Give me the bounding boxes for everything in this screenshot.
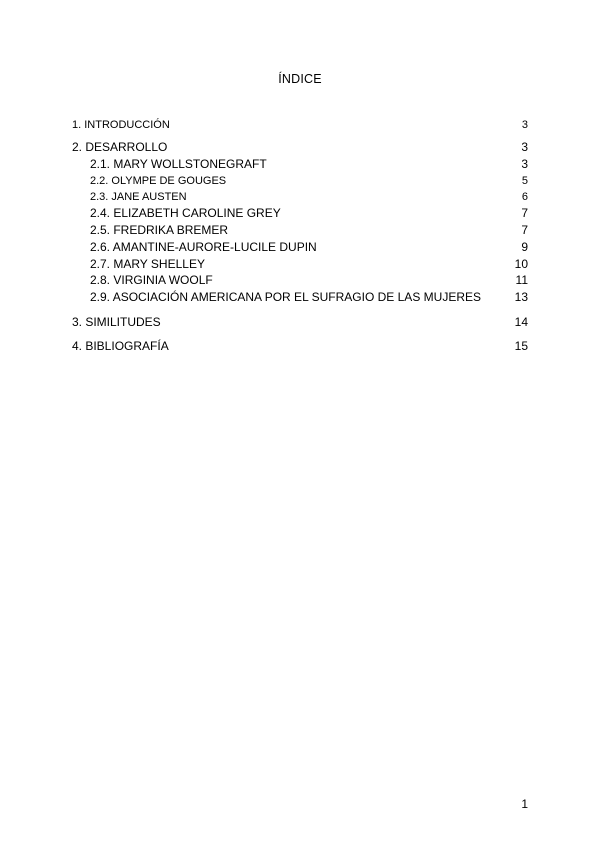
toc-entry-label: 2.6. AMANTINE-AURORE-LUCILE DUPIN — [90, 240, 317, 254]
toc-entry-label: 1. INTRODUCCIÓN — [72, 119, 170, 131]
page-title: ÍNDICE — [278, 72, 322, 86]
toc-entry-label: 2.3. JANE AUSTEN — [90, 191, 187, 203]
toc-entry-page: 5 — [521, 175, 528, 187]
toc-entry-page: 15 — [514, 339, 528, 353]
toc-entry-label: 2.1. MARY WOLLSTONEGRAFT — [90, 157, 267, 171]
toc-entry-page: 9 — [521, 240, 528, 254]
toc-entry-page: 6 — [521, 191, 528, 203]
toc-entry-page: 10 — [514, 257, 528, 271]
toc-entry-mary-shelley[interactable] — [90, 257, 528, 271]
toc-entry-desarrollo[interactable] — [72, 140, 528, 154]
toc-entry-page: 13 — [514, 290, 528, 304]
toc-entry-fredrika-bremer[interactable] — [90, 223, 528, 237]
toc-entry-page: 14 — [514, 315, 528, 329]
toc-entry-label: 4. BIBLIOGRAFÍA — [72, 339, 169, 353]
toc-entry-label: 2. DESARROLLO — [72, 140, 168, 154]
toc-entry-page: 3 — [521, 119, 528, 131]
toc-entry-page: 3 — [521, 140, 528, 154]
toc-entry-label: 2.7. MARY SHELLEY — [90, 257, 205, 271]
toc-entry-mary-wollstonegraft[interactable] — [90, 157, 528, 171]
toc-entry-label: 2.5. FREDRIKA BREMER — [90, 223, 229, 237]
toc-entry-page: 11 — [515, 273, 528, 287]
toc-entry-page: 7 — [521, 206, 528, 220]
toc-entry-asociacion-americana[interactable] — [90, 290, 528, 304]
toc-entry-jane-austen[interactable] — [90, 190, 528, 204]
toc-entry-virginia-woolf[interactable] — [90, 273, 528, 287]
toc-entry-amantine-aurore-lucile-dupin[interactable] — [90, 240, 528, 254]
toc-entry-olympe-de-gouges[interactable] — [90, 174, 528, 188]
toc-entry-label: 2.8. VIRGINIA WOOLF — [90, 273, 213, 287]
toc-entry-label: 2.4. ELIZABETH CAROLINE GREY — [90, 206, 281, 220]
toc-entry-label: 2.9. ASOCIACIÓN AMERICANA POR EL SUFRAGIO DE LAS MUJERES — [90, 290, 481, 304]
toc-entry-label: 3. SIMILITUDES — [72, 315, 161, 329]
toc-entry-page: 3 — [521, 157, 528, 171]
toc-entry-page: 7 — [521, 223, 528, 237]
toc-entry-elizabeth-caroline-grey[interactable] — [90, 206, 528, 220]
toc-entry-introduccion[interactable] — [72, 118, 528, 132]
toc-entry-label: 2.2. OLYMPE DE GOUGES — [90, 175, 227, 187]
toc-entry-bibliografia[interactable] — [72, 339, 528, 353]
toc-entry-similitudes[interactable] — [72, 315, 528, 329]
page-number: 1 — [521, 797, 528, 811]
